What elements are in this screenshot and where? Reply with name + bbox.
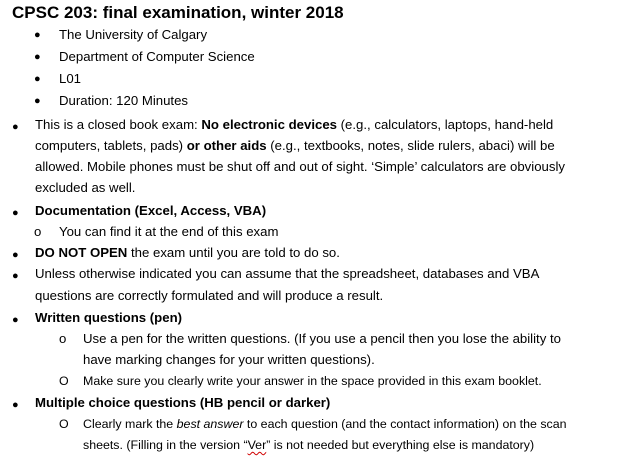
bullet-icon: ● <box>12 121 19 133</box>
no-electronic-devices: No electronic devices <box>201 117 337 132</box>
ver-word: Ver <box>247 438 267 452</box>
closed-book-line-3: allowed. Mobile phones must be shut off and out of sight. ‘Simple’ calculators are obviously <box>35 159 565 174</box>
unless-line-2: questions are correctly formulated and will produce a result. <box>35 288 384 303</box>
documentation-note: You can find it at the end of this exam <box>59 224 279 239</box>
bullet-icon: ● <box>12 249 19 261</box>
open-bullet-icon: O <box>59 417 69 431</box>
closed-book-line-2: computers, tablets, pads) or other aids (e.g., textbooks, notes, slide rulers, abaci) will be <box>35 138 555 153</box>
exam-title: CPSC 203: final examination, winter 2018 <box>12 3 344 22</box>
documentation-heading: Documentation (Excel, Access, VBA) <box>35 203 267 218</box>
unless-line-1: Unless otherwise indicated you can assume that the spreadsheet, databases and VBA <box>35 266 540 281</box>
info-university: The University of Calgary <box>59 27 208 42</box>
other-aids: or other aids <box>186 138 267 153</box>
written-line-3: Make sure you clearly write your answer in the space provided in this exam booklet. <box>83 374 542 388</box>
bullet-icon: ● <box>12 399 19 411</box>
info-department: Department of Computer Science <box>59 49 255 64</box>
closed-book-line-4: excluded as well. <box>35 180 136 195</box>
bullet-icon: ● <box>12 314 19 326</box>
bullet-icon: ● <box>34 51 41 63</box>
best-answer: best answer <box>176 417 244 431</box>
open-bullet-icon: O <box>59 374 69 388</box>
mc-line-1: Clearly mark the best answer to each question (and the contact information) on the scan <box>83 417 567 431</box>
written-line-2: have marking changes for your written questions). <box>83 352 375 367</box>
do-not-open-line: DO NOT OPEN the exam until you are told to do so. <box>35 245 340 260</box>
written-line-1: Use a pen for the written questions. (If you use a pencil then you lose the ability to <box>83 331 561 346</box>
mc-line-2: sheets. (Filling in the version “Ver” is not needed but everything else is mandatory) <box>83 438 535 452</box>
open-bullet-icon: o <box>34 224 42 239</box>
multiple-choice-heading: Multiple choice questions (HB pencil or darker) <box>35 395 331 410</box>
bullet-icon: ● <box>34 95 41 107</box>
closed-book-line-1: This is a closed book exam: No electronic devices (e.g., calculators, laptops, hand-held <box>35 117 554 132</box>
info-section: L01 <box>59 71 82 86</box>
bullet-icon: ● <box>12 270 19 282</box>
written-heading: Written questions (pen) <box>35 310 183 325</box>
info-duration: Duration: 120 Minutes <box>59 93 189 108</box>
bullet-icon: ● <box>34 73 41 85</box>
open-bullet-icon: o <box>59 331 67 346</box>
bullet-icon: ● <box>12 207 19 219</box>
bullet-icon: ● <box>34 29 41 41</box>
